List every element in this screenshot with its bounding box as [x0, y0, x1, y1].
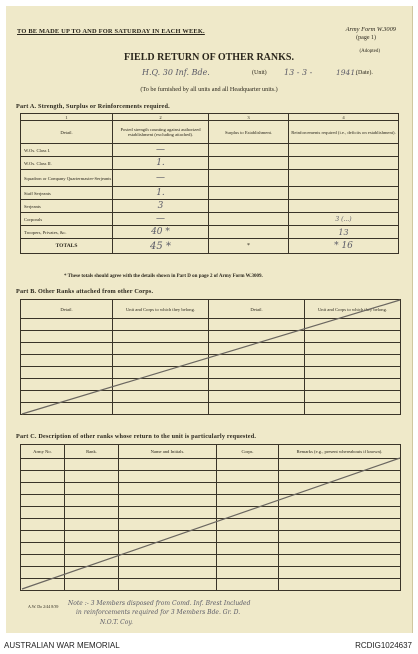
col-header-detail: Detail.	[21, 121, 113, 144]
army-form-label: Army Form W.3009	[345, 26, 396, 33]
part-c-col-name: Name and Initials.	[119, 445, 217, 459]
furnished-note: (To be furnished by all units and all Headquarter units.)	[140, 86, 278, 93]
totals-note: * These totals should agree with the details shown in Part D on page 2 of Army Form W.3009.	[64, 274, 263, 279]
part-c-strike-line	[22, 458, 400, 589]
part-a-title: Part A. Strength, Surplus or Reinforcements required.	[16, 103, 170, 110]
col-number-1: 1	[21, 114, 113, 121]
row-detail: W.Os. Class II.	[21, 157, 113, 170]
row-detail: Squadron or Company Quartermaster-Serjeants	[21, 170, 113, 187]
part-c-title: Part C. Description of other ranks whose return to the unit is particularly requested.	[16, 433, 257, 440]
row-posted: 1.	[113, 187, 209, 200]
row-detail: Corporals	[21, 213, 113, 226]
col-number-4: 4	[289, 114, 399, 121]
part-b-strike-line	[22, 300, 400, 414]
part-c-col-army-no: Army No.	[21, 445, 65, 459]
row-reinf: 3 (...)	[289, 213, 399, 226]
date-value: 13 - 3 -	[284, 68, 313, 77]
unit-value: H.Q. 30 Inf. Bde.	[142, 68, 210, 77]
year-value: 1941.	[336, 68, 358, 77]
row-posted: —	[113, 170, 209, 187]
row-detail: Serjeants	[21, 200, 113, 213]
row-posted: 40 *	[113, 226, 209, 239]
strike-lines	[6, 6, 412, 633]
part-b-col-detail: Detail.	[21, 300, 113, 319]
part-c-col-remarks: Remarks (e.g., present whereabouts if known).	[279, 445, 401, 459]
totals-reinf: * 16	[289, 239, 399, 254]
part-b-col-detail-2: Detail.	[209, 300, 305, 319]
row-posted: 3	[113, 200, 209, 213]
date-label: (Date).	[356, 70, 373, 76]
form-code: A.W. Do 2/44 8/39	[28, 604, 59, 609]
archive-footer	[0, 637, 418, 654]
part-b-col-unit-2: Unit and Corps to which they belong.	[305, 300, 401, 319]
part-c-col-corps: Corps.	[217, 445, 279, 459]
row-detail: Troopers, Privates, &c.	[21, 226, 113, 239]
footer-record-id: RCDIG1024637	[355, 641, 412, 650]
footer-institution: AUSTRALIAN WAR MEMORIAL	[4, 641, 120, 650]
unit-label: (Unit)	[252, 70, 267, 76]
handwritten-note-line-2: in reinforcements required for 3 Members Bde. Gr. D.	[76, 609, 241, 616]
row-posted: 1.	[113, 157, 209, 170]
page-label: (page 1)	[356, 35, 376, 41]
row-detail: W.Os. Class I.	[21, 144, 113, 157]
row-reinf: 13	[289, 226, 399, 239]
adopted-label: (Adopted)	[359, 49, 380, 54]
col-header-reinforcements: Reinforcements required (i.e., deficits on establishment).	[289, 121, 399, 144]
col-header-surplus: Surplus to Establishment.	[209, 121, 289, 144]
row-posted: —	[113, 213, 209, 226]
col-number-3: 3	[209, 114, 289, 121]
totals-label: TOTALS	[21, 239, 113, 254]
form-title: FIELD RETURN OF OTHER RANKS.	[124, 52, 294, 63]
saturday-note: TO BE MADE UP TO AND FOR SATURDAY IN EACH WEEK.	[17, 28, 205, 35]
handwritten-note-line-1: Note :- 3 Members disposed from Comd. Inf. Brest Included	[68, 600, 251, 607]
form-sheet	[6, 6, 413, 633]
row-detail: Staff Serjeants	[21, 187, 113, 200]
col-number-2: 2	[113, 114, 209, 121]
handwritten-note-line-3: N.O.T. Coy.	[100, 619, 133, 626]
part-b-title: Part B. Other Ranks attached from other Corps.	[16, 288, 154, 295]
col-header-posted: Posted strength counting against authorized establishment (excluding attached).	[113, 121, 209, 144]
totals-posted: 45 *	[113, 239, 209, 254]
totals-surplus: *	[209, 239, 289, 254]
row-posted: —	[113, 144, 209, 157]
part-b-col-unit: Unit and Corps to which they belong.	[113, 300, 209, 319]
part-c-col-rank: Rank.	[65, 445, 119, 459]
